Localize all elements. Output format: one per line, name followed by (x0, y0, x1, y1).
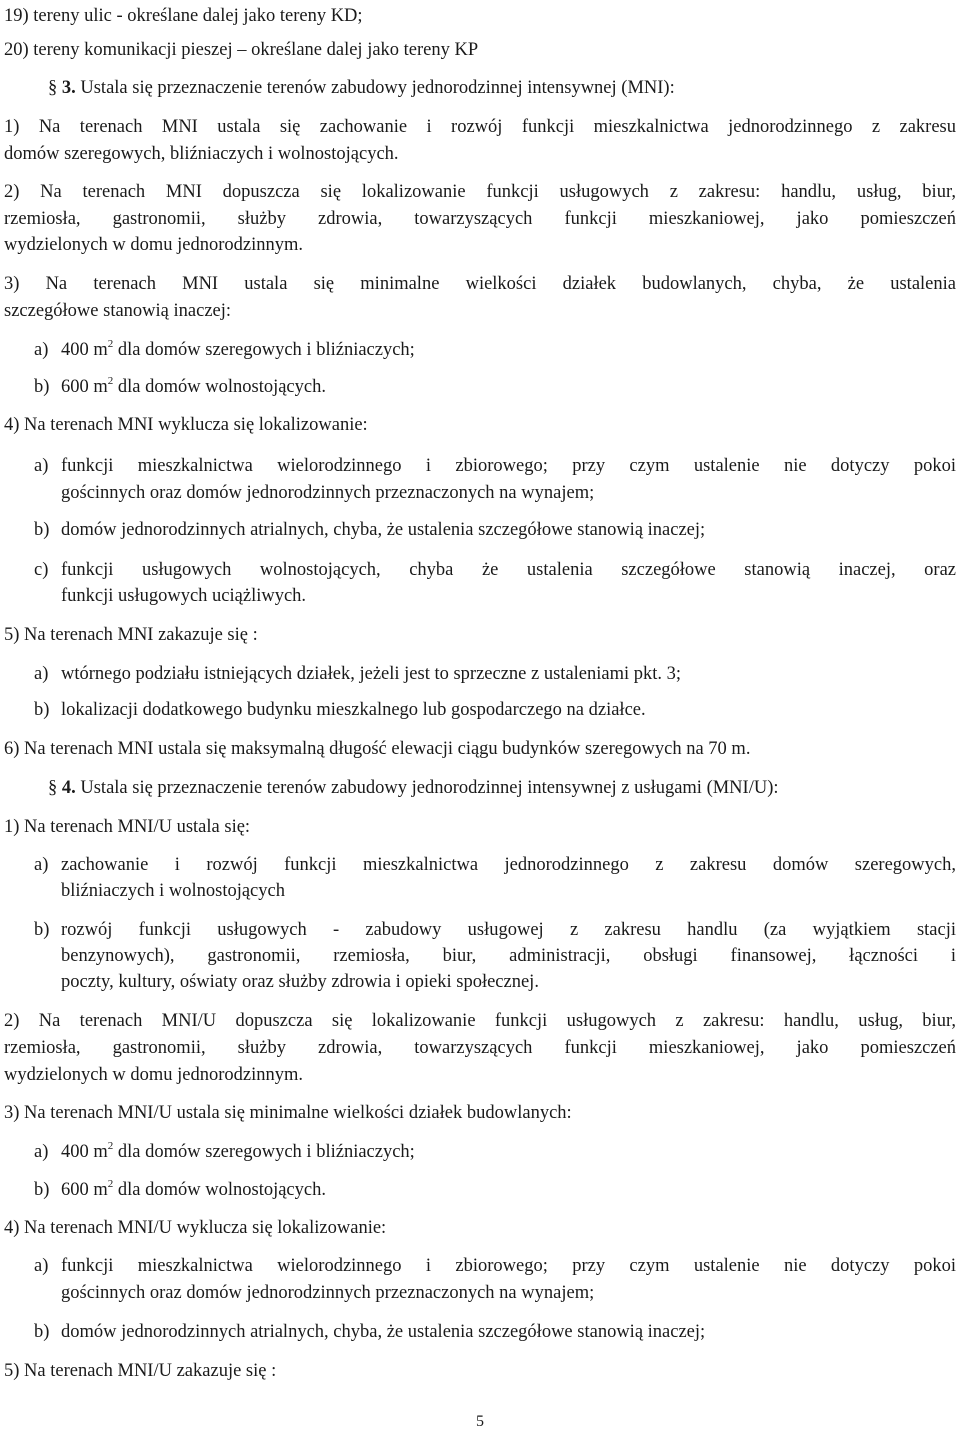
mniu-2-line-1: 2) Na terenach MNI/U dopuszcza się lokalizowanie funkcji usługowych z zakresu: handlu, usług, biur, (4, 1011, 956, 1031)
section-number: 3. (61, 78, 76, 98)
area-value: 600 m (61, 377, 108, 397)
mniu-3-item-b (61, 1178, 956, 1202)
mniu-4-item-b: domów jednorodzinnych atrialnych, chyba, że ustalenia szczegółowe stanowią inaczej; (61, 1322, 706, 1342)
list-label: a) (34, 664, 49, 684)
list-label: a) (34, 340, 49, 360)
mniu-1-item-b-line-3: poczty, kultury, oświaty oraz służby zdrowia i opieki społecznej. (61, 972, 539, 992)
area-desc: dla domów wolnostojących. (113, 1180, 326, 1200)
section-3-heading (48, 76, 960, 100)
area-desc: dla domów wolnostojących. (113, 377, 326, 397)
superscript: 2 (107, 1140, 114, 1152)
mni-5-heading: 5) Na terenach MNI zakazuje się : (4, 625, 258, 645)
mniu-3-item-a (61, 1140, 956, 1164)
list-label: a) (34, 456, 49, 476)
area-desc: dla domów szeregowych i bliźniaczych; (113, 1142, 415, 1162)
mni-3-line-1: 3) Na terenach MNI ustala się minimalne wielkości działek budowlanych, chyba, że ustalenia (4, 274, 956, 294)
mniu-4-item-a-line-2: gościnnych oraz domów jednorodzinnych przeznaczonych na wynajem; (61, 1283, 595, 1303)
mni-4-item-c-line-1: funkcji usługowych wolnostojących, chyba że ustalenia szczegółowe stanowią inaczej, oraz (61, 560, 956, 580)
mniu-1-item-b-line-1: rozwój funkcji usługowych - zabudowy usługowej z zakresu handlu (za wyjątkiem stacji (61, 920, 956, 940)
section-mark: § (48, 778, 58, 798)
mniu-1-item-a-line-2: bliźniaczych i wolnostojących (61, 881, 285, 901)
mni-5-item-a: wtórnego podziału istniejących działek, jeżeli jest to sprzeczne z ustaleniami pkt. 3; (61, 664, 682, 684)
mni-3-item-b (61, 375, 956, 399)
area-value: 400 m (61, 340, 108, 360)
mni-3-line-2: szczegółowe stanowią inaczej: (4, 301, 232, 321)
list-label: a) (34, 855, 49, 875)
list-label: b) (34, 920, 50, 940)
mniu-4-heading: 4) Na terenach MNI/U wyklucza się lokalizowanie: (4, 1218, 387, 1238)
mni-4-item-a-line-1: funkcji mieszkalnictwa wielorodzinnego i zbiorowego; przy czym ustalenie nie dotyczy pokoi (61, 456, 956, 476)
mniu-3-heading: 3) Na terenach MNI/U ustala się minimalne wielkości działek budowlanych: (4, 1103, 572, 1123)
page-number: 5 (476, 1413, 484, 1430)
mni-1-line-2: domów szeregowych, bliźniaczych i wolnostojących. (4, 144, 399, 164)
mni-4-item-b: domów jednorodzinnych atrialnych, chyba, że ustalenia szczegółowe stanowią inaczej; (61, 520, 706, 540)
list-label: c) (34, 560, 49, 580)
section-title: Ustala się przeznaczenie terenów zabudowy jednorodzinnej intensywnej (MNI): (80, 78, 675, 98)
superscript: 2 (107, 338, 114, 350)
mni-2-line-1: 2) Na terenach MNI dopuszcza się lokalizowanie funkcji usługowych z zakresu: handlu, usług, biur, (4, 182, 956, 202)
mni-4-heading: 4) Na terenach MNI wyklucza się lokalizowanie: (4, 415, 368, 435)
section-title: Ustala się przeznaczenie terenów zabudowy jednorodzinnej intensywnej z usługami (MNI/U): (80, 778, 779, 798)
mniu-5-heading: 5) Na terenach MNI/U zakazuje się : (4, 1361, 277, 1381)
mniu-1-item-a-line-1: zachowanie i rozwój funkcji mieszkalnictwa jednorodzinnego z zakresu domów szeregowych, (61, 855, 956, 875)
superscript: 2 (107, 1178, 114, 1190)
mniu-2-line-3: wydzielonych w domu jednorodzinnym. (4, 1065, 304, 1085)
list-label: b) (34, 520, 50, 540)
area-value: 600 m (61, 1180, 108, 1200)
mni-1-line-1: 1) Na terenach MNI ustala się zachowanie i rozwój funkcji mieszkalnictwa jednorodzinnego z zakresu (4, 117, 956, 137)
mniu-2-line-2: rzemiosła, gastronomii, służby zdrowia, towarzyszących funkcji mieszkaniowej, jako pomieszczeń (4, 1038, 956, 1058)
mniu-4-item-a-line-1: funkcji mieszkalnictwa wielorodzinnego i zbiorowego; przy czym ustalenie nie dotyczy pokoi (61, 1256, 956, 1276)
mni-4-item-c-line-2: funkcji usługowych uciążliwych. (61, 586, 307, 606)
section-4-heading (48, 776, 960, 800)
list-label: a) (34, 1256, 49, 1276)
mni-2-line-2: rzemiosła, gastronomii, służby zdrowia, towarzyszących funkcji mieszkaniowej, jako pomieszczeń (4, 209, 956, 229)
mni-6-text: 6) Na terenach MNI ustala się maksymalną długość elewacji ciągu budynków szeregowych na 70 m. (4, 739, 751, 759)
section-number: 4. (61, 778, 76, 798)
mni-4-item-a-line-2: gościnnych oraz domów jednorodzinnych przeznaczonych na wynajem; (61, 483, 595, 503)
item-19-text: 19) tereny ulic - określane dalej jako tereny KD; (4, 6, 363, 26)
area-value: 400 m (61, 1142, 108, 1162)
mni-3-item-a (61, 338, 956, 362)
item-20-text: 20) tereny komunikacji pieszej – określane dalej jako tereny KP (4, 40, 479, 60)
list-label: b) (34, 1180, 50, 1200)
superscript: 2 (107, 375, 114, 387)
area-desc: dla domów szeregowych i bliźniaczych; (113, 340, 415, 360)
mniu-1-heading: 1) Na terenach MNI/U ustala się: (4, 817, 251, 837)
list-label: a) (34, 1142, 49, 1162)
section-mark: § (48, 78, 58, 98)
list-label: b) (34, 1322, 50, 1342)
mniu-1-item-b-line-2: benzynowych), gastronomii, rzemiosła, biur, administracji, obsługi finansowej, łączności i (61, 946, 956, 966)
mni-2-line-3: wydzielonych w domu jednorodzinnym. (4, 235, 304, 255)
list-label: b) (34, 377, 50, 397)
list-label: b) (34, 700, 50, 720)
mni-5-item-b: lokalizacji dodatkowego budynku mieszkalnego lub gospodarczego na działce. (61, 700, 646, 720)
